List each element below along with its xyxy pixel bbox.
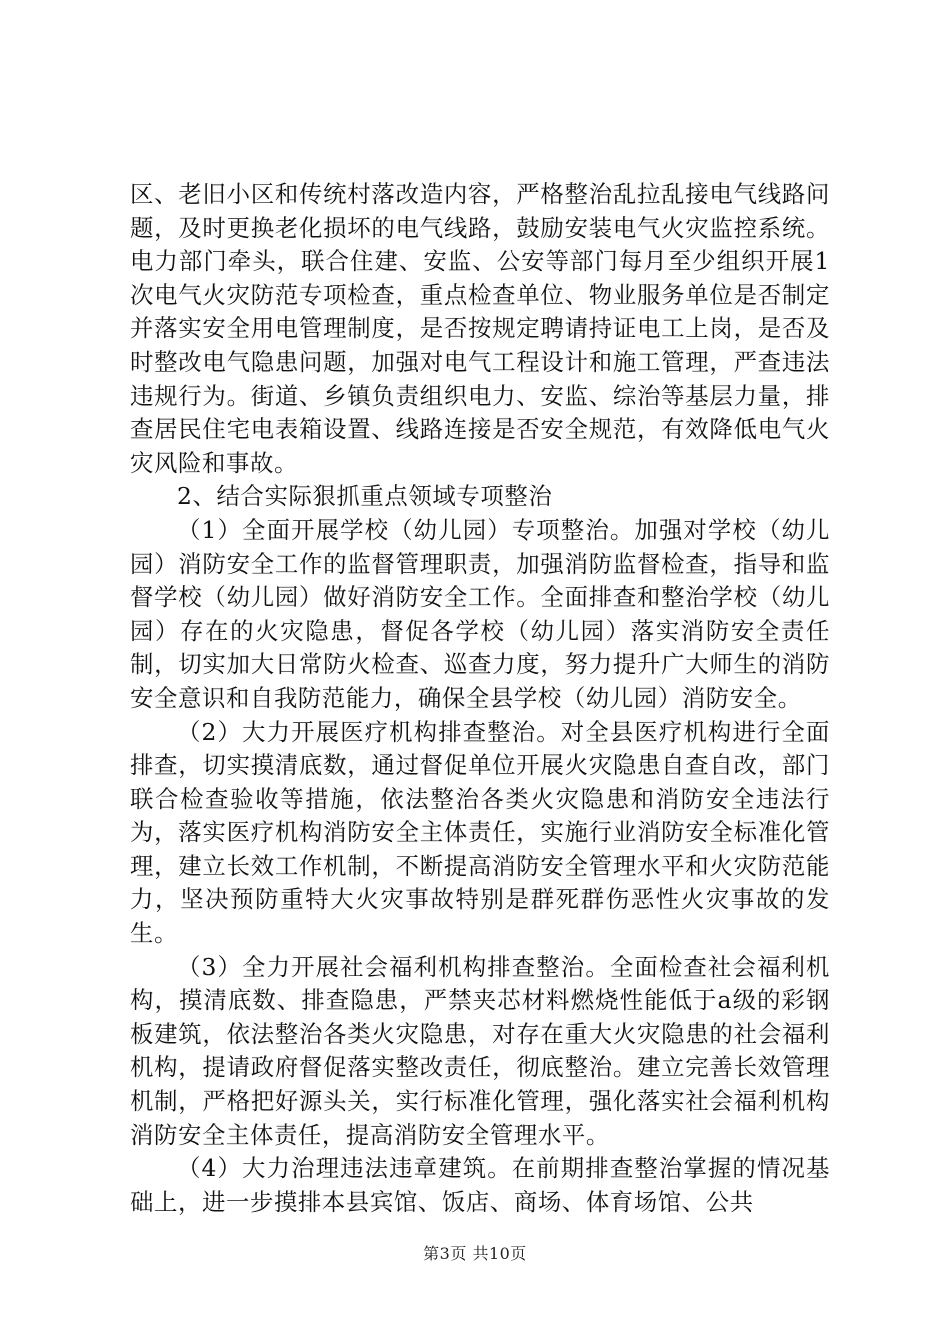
document-body (130, 178, 830, 1219)
page-number-footer: 第3页 共10页 (423, 1244, 527, 1263)
paragraph-medical: （2）大力开展医疗机构排查整治。对全县医疗机构进行全面排查，切实摸清底数，通过督促单位开展火灾隐患自查自改，部门联合检查验收等措施，依法整治各类火灾隐患和消防安全违法行为，落实医疗机构消防安全主体责任，实施行业消防安全标准化管理，建立长效工作机制，不断提高消防安全管理水平和火灾防范能力，坚决预防重特大火灾事故特别是群死群伤恶性火灾事故的发生。 (130, 717, 830, 948)
paragraph-welfare: （3）全力开展社会福利机构排查整治。全面检查社会福利机构，摸清底数、排查隐患，严禁夹芯材料燃烧性能低于a级的彩钢板建筑，依法整治各类火灾隐患，对存在重大火灾隐患的社会福利机构，提请政府督促落实整改责任，彻底整治。建立完善长效管理机制，严格把好源头关，实行标准化管理，强化落实社会福利机构消防安全主体责任，提高消防安全管理水平。 (130, 952, 830, 1149)
paragraph-continued: 区、老旧小区和传统村落改造内容，严格整治乱拉乱接电气线路问题，及时更换老化损坏的电气线路，鼓励安装电气火灾监控系统。电力部门牵头，联合住建、安监、公安等部门每月至少组织开展1次电气火灾防范专项检查，重点检查单位、物业服务单位是否制定并落实安全用电管理制度，是否按规定聘请持证电工上岗，是否及时整改电气隐患问题，加强对电气工程设计和施工管理，严查违法违规行为。街道、乡镇负责组织电力、安监、综治等基层力量，排查居民住宅电表箱设置、线路连接是否安全规范，有效降低电气火灾风险和事故。 (130, 180, 830, 477)
paragraph-illegal-buildings: （4）大力治理违法违章建筑。在前期排查整治掌握的情况基础上，进一步摸排本县宾馆、饭店、商场、体育场馆、公共 (130, 1154, 830, 1216)
paragraph-schools: （1）全面开展学校（幼儿园）专项整治。加强对学校（幼儿园）消防安全工作的监督管理职责，加强消防监督检查，指导和监督学校（幼儿园）做好消防安全工作。全面排查和整治学校（幼儿园）存在的火灾隐患，督促各学校（幼儿园）落实消防安全责任制，切实加大日常防火检查、巡查力度，努力提升广大师生的消防安全意识和自我防范能力，确保全县学校（幼儿园）消防安全。 (130, 515, 830, 712)
section-heading: 2、结合实际狠抓重点领域专项整治 (177, 482, 553, 511)
